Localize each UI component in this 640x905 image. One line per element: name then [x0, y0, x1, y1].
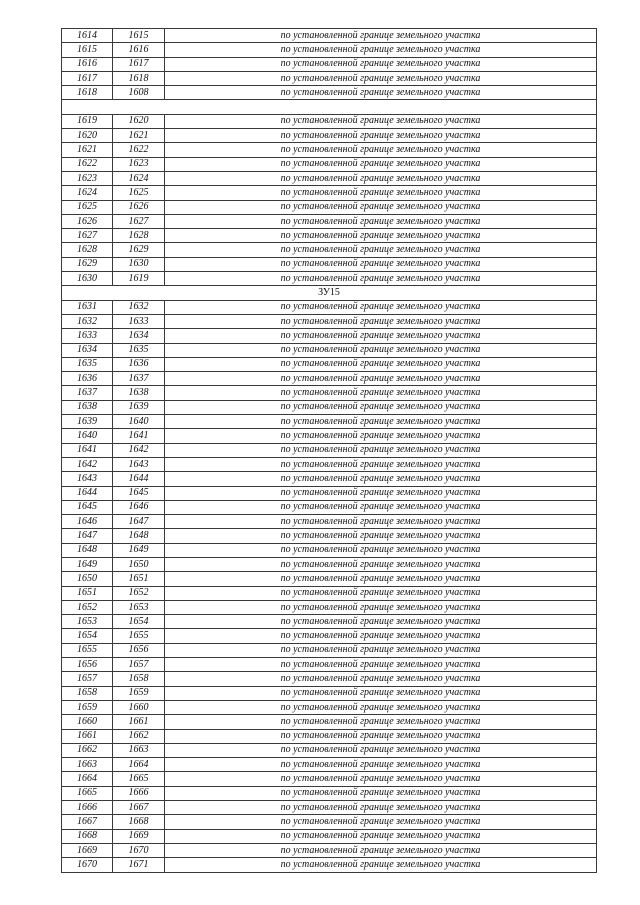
- description-cell: по установленной границе земельного участка: [165, 86, 597, 100]
- point-to-cell: 1643: [113, 457, 165, 471]
- point-to-cell: 1644: [113, 472, 165, 486]
- description-cell: по установленной границе земельного участка: [165, 715, 597, 729]
- point-from-cell: 1646: [62, 515, 113, 529]
- point-from-cell: 1641: [62, 443, 113, 457]
- table-row: [62, 858, 597, 872]
- table-row: [62, 415, 597, 429]
- table-row: [62, 658, 597, 672]
- point-from-cell: 1649: [62, 557, 113, 571]
- table-row: [62, 457, 597, 471]
- table-row: [62, 214, 597, 228]
- table-row: [62, 314, 597, 328]
- point-from-cell: 1615: [62, 43, 113, 57]
- description-cell: по установленной границе земельного участка: [165, 572, 597, 586]
- point-to-cell: 1656: [113, 643, 165, 657]
- table-row: [62, 472, 597, 486]
- boundary-table: [61, 28, 597, 873]
- description-cell: по установленной границе земельного участка: [165, 600, 597, 614]
- description-cell: по установленной границе земельного участка: [165, 500, 597, 514]
- description-cell: по установленной границе земельного участка: [165, 643, 597, 657]
- point-to-cell: 1630: [113, 257, 165, 271]
- point-to-cell: 1649: [113, 543, 165, 557]
- table-row: [62, 529, 597, 543]
- table-row: [62, 486, 597, 500]
- table-row: [62, 786, 597, 800]
- point-from-cell: 1614: [62, 29, 113, 43]
- description-cell: по установленной границе земельного участка: [165, 672, 597, 686]
- table-row: [62, 29, 597, 43]
- description-cell: по установленной границе земельного участка: [165, 243, 597, 257]
- point-to-cell: 1638: [113, 386, 165, 400]
- point-from-cell: 1653: [62, 615, 113, 629]
- table-row: [62, 700, 597, 714]
- description-cell: по установленной границе земельного участка: [165, 700, 597, 714]
- point-from-cell: 1670: [62, 858, 113, 872]
- description-cell: по установленной границе земельного участка: [165, 200, 597, 214]
- description-cell: по установленной границе земельного участка: [165, 829, 597, 843]
- table-row: [62, 443, 597, 457]
- point-to-cell: 1615: [113, 29, 165, 43]
- point-from-cell: 1647: [62, 529, 113, 543]
- table-row: [62, 357, 597, 371]
- description-cell: по установленной границе земельного участка: [165, 43, 597, 57]
- description-cell: по установленной границе земельного участка: [165, 729, 597, 743]
- table-row: [62, 114, 597, 128]
- point-to-cell: 1655: [113, 629, 165, 643]
- description-cell: по установленной границе земельного участка: [165, 443, 597, 457]
- table-row: [62, 400, 597, 414]
- table-row: [62, 386, 597, 400]
- table-row: [62, 815, 597, 829]
- table-row: [62, 86, 597, 100]
- description-cell: по установленной границе земельного участка: [165, 801, 597, 815]
- description-cell: по установленной границе земельного участка: [165, 343, 597, 357]
- table-row: [62, 143, 597, 157]
- point-to-cell: 1616: [113, 43, 165, 57]
- table-row: [62, 615, 597, 629]
- point-from-cell: 1659: [62, 700, 113, 714]
- table-row: [62, 171, 597, 185]
- description-cell: по установленной границе земельного участка: [165, 386, 597, 400]
- boundary-table-body: [62, 29, 597, 873]
- point-from-cell: 1632: [62, 314, 113, 328]
- description-cell: по установленной границе земельного участка: [165, 543, 597, 557]
- point-from-cell: 1625: [62, 200, 113, 214]
- table-row: [62, 243, 597, 257]
- point-from-cell: 1616: [62, 57, 113, 71]
- table-row: [62, 600, 597, 614]
- point-to-cell: 1641: [113, 429, 165, 443]
- table-row: [62, 743, 597, 757]
- point-to-cell: 1667: [113, 801, 165, 815]
- description-cell: по установленной границе земельного участка: [165, 157, 597, 171]
- point-to-cell: 1636: [113, 357, 165, 371]
- point-from-cell: 1617: [62, 71, 113, 85]
- table-row: [62, 71, 597, 85]
- description-cell: по установленной границе земельного участка: [165, 314, 597, 328]
- point-from-cell: 1668: [62, 829, 113, 843]
- point-from-cell: 1635: [62, 357, 113, 371]
- point-from-cell: 1639: [62, 415, 113, 429]
- point-from-cell: 1638: [62, 400, 113, 414]
- table-row: [62, 300, 597, 314]
- point-from-cell: 1626: [62, 214, 113, 228]
- point-from-cell: 1645: [62, 500, 113, 514]
- description-cell: по установленной границе земельного участка: [165, 472, 597, 486]
- table-row: [62, 557, 597, 571]
- point-to-cell: 1622: [113, 143, 165, 157]
- point-to-cell: 1634: [113, 329, 165, 343]
- point-to-cell: 1645: [113, 486, 165, 500]
- point-to-cell: 1665: [113, 772, 165, 786]
- table-row: [62, 829, 597, 843]
- point-from-cell: 1652: [62, 600, 113, 614]
- table-row: [62, 801, 597, 815]
- point-to-cell: 1635: [113, 343, 165, 357]
- point-from-cell: 1631: [62, 300, 113, 314]
- point-from-cell: 1658: [62, 686, 113, 700]
- point-from-cell: 1669: [62, 843, 113, 857]
- point-to-cell: 1628: [113, 229, 165, 243]
- table-row: [62, 257, 597, 271]
- point-to-cell: 1652: [113, 586, 165, 600]
- description-cell: по установленной границе земельного участка: [165, 400, 597, 414]
- point-from-cell: 1650: [62, 572, 113, 586]
- description-cell: по установленной границе земельного участка: [165, 186, 597, 200]
- description-cell: по установленной границе земельного участка: [165, 329, 597, 343]
- table-row: [62, 429, 597, 443]
- point-from-cell: 1657: [62, 672, 113, 686]
- point-from-cell: 1620: [62, 129, 113, 143]
- table-row: [62, 272, 597, 286]
- description-cell: по установленной границе земельного участка: [165, 457, 597, 471]
- table-row: [62, 129, 597, 143]
- point-from-cell: 1624: [62, 186, 113, 200]
- description-cell: по установленной границе земельного участка: [165, 615, 597, 629]
- description-cell: по установленной границе земельного участка: [165, 357, 597, 371]
- point-from-cell: 1619: [62, 114, 113, 128]
- point-from-cell: 1634: [62, 343, 113, 357]
- description-cell: по установленной границе земельного участка: [165, 114, 597, 128]
- table-row: [62, 586, 597, 600]
- point-from-cell: 1665: [62, 786, 113, 800]
- description-cell: по установленной границе земельного участка: [165, 786, 597, 800]
- point-to-cell: 1632: [113, 300, 165, 314]
- table-row: [62, 57, 597, 71]
- description-cell: по установленной границе земельного участка: [165, 758, 597, 772]
- point-to-cell: 1640: [113, 415, 165, 429]
- point-to-cell: 1654: [113, 615, 165, 629]
- point-to-cell: 1627: [113, 214, 165, 228]
- description-cell: по установленной границе земельного участка: [165, 515, 597, 529]
- point-to-cell: 1620: [113, 114, 165, 128]
- point-to-cell: 1663: [113, 743, 165, 757]
- description-cell: по установленной границе земельного участка: [165, 300, 597, 314]
- point-to-cell: 1646: [113, 500, 165, 514]
- point-from-cell: 1640: [62, 429, 113, 443]
- point-to-cell: 1633: [113, 314, 165, 328]
- point-from-cell: 1660: [62, 715, 113, 729]
- point-from-cell: 1627: [62, 229, 113, 243]
- table-row: [62, 643, 597, 657]
- point-to-cell: 1637: [113, 372, 165, 386]
- description-cell: по установленной границе земельного участка: [165, 372, 597, 386]
- point-from-cell: 1655: [62, 643, 113, 657]
- point-from-cell: 1643: [62, 472, 113, 486]
- point-to-cell: 1624: [113, 171, 165, 185]
- table-row: [62, 772, 597, 786]
- point-from-cell: 1656: [62, 658, 113, 672]
- point-to-cell: 1647: [113, 515, 165, 529]
- point-to-cell: 1626: [113, 200, 165, 214]
- point-from-cell: 1628: [62, 243, 113, 257]
- point-from-cell: 1654: [62, 629, 113, 643]
- point-to-cell: 1671: [113, 858, 165, 872]
- point-to-cell: 1668: [113, 815, 165, 829]
- table-row: [62, 229, 597, 243]
- point-from-cell: 1636: [62, 372, 113, 386]
- point-from-cell: 1644: [62, 486, 113, 500]
- point-from-cell: 1623: [62, 171, 113, 185]
- table-row: [62, 343, 597, 357]
- table-row: [62, 572, 597, 586]
- description-cell: по установленной границе земельного участка: [165, 629, 597, 643]
- description-cell: по установленной границе земельного участка: [165, 57, 597, 71]
- point-to-cell: 1623: [113, 157, 165, 171]
- point-from-cell: 1629: [62, 257, 113, 271]
- table-row: [62, 200, 597, 214]
- point-from-cell: 1663: [62, 758, 113, 772]
- table-row: [62, 629, 597, 643]
- point-from-cell: 1630: [62, 272, 113, 286]
- description-cell: по установленной границе земельного участка: [165, 272, 597, 286]
- point-from-cell: 1661: [62, 729, 113, 743]
- description-cell: по установленной границе земельного участка: [165, 257, 597, 271]
- point-to-cell: 1608: [113, 86, 165, 100]
- point-from-cell: 1664: [62, 772, 113, 786]
- table-row: [62, 43, 597, 57]
- description-cell: по установленной границе земельного участка: [165, 658, 597, 672]
- table-row: [62, 686, 597, 700]
- group-label: ЗУ15: [62, 286, 597, 300]
- description-cell: по установленной границе земельного участка: [165, 29, 597, 43]
- description-cell: по установленной границе земельного участка: [165, 229, 597, 243]
- blank-separator-row: [62, 100, 597, 114]
- description-cell: по установленной границе земельного участка: [165, 529, 597, 543]
- description-cell: по установленной границе земельного участка: [165, 772, 597, 786]
- description-cell: по установленной границе земельного участка: [165, 214, 597, 228]
- point-to-cell: 1660: [113, 700, 165, 714]
- table-row: [62, 329, 597, 343]
- point-to-cell: 1653: [113, 600, 165, 614]
- description-cell: по установленной границе земельного участка: [165, 129, 597, 143]
- point-to-cell: 1650: [113, 557, 165, 571]
- point-to-cell: 1642: [113, 443, 165, 457]
- point-to-cell: 1651: [113, 572, 165, 586]
- description-cell: по установленной границе земельного участка: [165, 557, 597, 571]
- description-cell: по установленной границе земельного участка: [165, 143, 597, 157]
- point-to-cell: 1659: [113, 686, 165, 700]
- table-row: [62, 515, 597, 529]
- point-from-cell: 1651: [62, 586, 113, 600]
- point-from-cell: 1662: [62, 743, 113, 757]
- point-to-cell: 1648: [113, 529, 165, 543]
- point-to-cell: 1618: [113, 71, 165, 85]
- point-to-cell: 1669: [113, 829, 165, 843]
- point-from-cell: 1666: [62, 801, 113, 815]
- description-cell: по установленной границе земельного участка: [165, 843, 597, 857]
- table-row: [62, 157, 597, 171]
- description-cell: по установленной границе земельного участка: [165, 858, 597, 872]
- point-to-cell: 1619: [113, 272, 165, 286]
- description-cell: по установленной границе земельного участка: [165, 743, 597, 757]
- point-from-cell: 1622: [62, 157, 113, 171]
- point-to-cell: 1629: [113, 243, 165, 257]
- description-cell: по установленной границе земельного участка: [165, 686, 597, 700]
- point-to-cell: 1661: [113, 715, 165, 729]
- description-cell: по установленной границе земельного участка: [165, 415, 597, 429]
- description-cell: по установленной границе земельного участка: [165, 815, 597, 829]
- point-to-cell: 1666: [113, 786, 165, 800]
- point-to-cell: 1617: [113, 57, 165, 71]
- description-cell: по установленной границе земельного участка: [165, 486, 597, 500]
- table-row: [62, 372, 597, 386]
- table-row: [62, 672, 597, 686]
- table-row: [62, 715, 597, 729]
- description-cell: по установленной границе земельного участка: [165, 429, 597, 443]
- point-from-cell: 1667: [62, 815, 113, 829]
- description-cell: по установленной границе земельного участка: [165, 586, 597, 600]
- point-from-cell: 1633: [62, 329, 113, 343]
- table-row: [62, 843, 597, 857]
- point-to-cell: 1670: [113, 843, 165, 857]
- description-cell: по установленной границе земельного участка: [165, 71, 597, 85]
- point-to-cell: 1639: [113, 400, 165, 414]
- point-to-cell: 1662: [113, 729, 165, 743]
- point-to-cell: 1658: [113, 672, 165, 686]
- table-row: [62, 543, 597, 557]
- point-to-cell: 1664: [113, 758, 165, 772]
- group-header-row: [62, 286, 597, 300]
- table-row: [62, 729, 597, 743]
- description-cell: по установленной границе земельного участка: [165, 171, 597, 185]
- table-row: [62, 500, 597, 514]
- point-from-cell: 1642: [62, 457, 113, 471]
- table-row: [62, 758, 597, 772]
- point-from-cell: 1648: [62, 543, 113, 557]
- point-to-cell: 1621: [113, 129, 165, 143]
- point-to-cell: 1625: [113, 186, 165, 200]
- point-from-cell: 1618: [62, 86, 113, 100]
- point-from-cell: 1621: [62, 143, 113, 157]
- point-to-cell: 1657: [113, 658, 165, 672]
- table-row: [62, 186, 597, 200]
- point-from-cell: 1637: [62, 386, 113, 400]
